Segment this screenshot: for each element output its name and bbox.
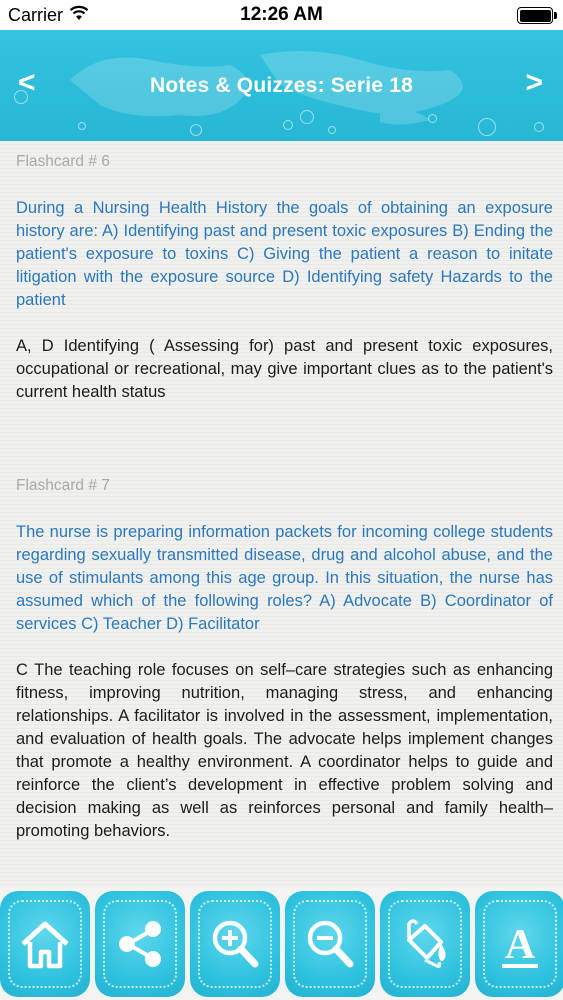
- bubble-decoration: [428, 114, 437, 123]
- carrier-name: Carrier: [8, 5, 64, 25]
- bubble-decoration: [78, 122, 86, 130]
- flashcard-label: Flashcard # 7: [16, 477, 110, 494]
- flashcard: [16, 477, 553, 843]
- bubble-decoration: [478, 118, 496, 136]
- header-bar: [0, 30, 563, 141]
- battery-icon: [517, 7, 553, 24]
- bubble-decoration: [328, 126, 336, 134]
- bubble-decoration: [300, 110, 314, 124]
- flashcard-list[interactable]: [0, 141, 563, 888]
- bubble-decoration: [283, 120, 293, 130]
- share-icon: [110, 914, 170, 974]
- previous-button[interactable]: <: [18, 66, 36, 99]
- paint-bucket-icon: [395, 914, 455, 974]
- page-title: Notes & Quizzes: Serie 18: [150, 74, 413, 97]
- zoom-out-button[interactable]: [285, 891, 375, 997]
- font-icon: [490, 914, 550, 974]
- theme-color-button[interactable]: [380, 891, 470, 997]
- home-button[interactable]: [0, 891, 90, 997]
- flashcard-answer: C The teaching role focuses on self–care strategies such as enhancing fitness, improving nutrition, managing stress, and enhancing relationships. A facilitator is involved in the assessment, implementation, and evaluation of health goals. The advocate helps implement changes that promote a healthy environment. A coordinator helps to guide and reinforce the client’s development in effective problem solving and decision making as well as reinforces personal and family health–promoting behaviors.: [16, 661, 553, 840]
- share-button[interactable]: [95, 891, 185, 997]
- font-size-button[interactable]: [475, 891, 563, 997]
- next-button[interactable]: >: [525, 66, 543, 99]
- flashcard-label: Flashcard # 6: [16, 153, 110, 170]
- bottom-toolbar: [0, 888, 563, 1000]
- bubble-decoration: [190, 124, 202, 136]
- home-icon: [15, 914, 75, 974]
- flashcard-question: During a Nursing Health History the goals of obtaining an exposure history are: A) Identifying past and present toxic exposures B) Ending the patient's exposure to toxins C) Giving the patient a reason to initate litigation with the exposure source D) Identifying safety Hazards to the patient: [16, 199, 553, 309]
- status-time: 12:26 AM: [240, 4, 323, 25]
- status-bar: [0, 0, 563, 30]
- svg-text:A: A: [504, 922, 536, 968]
- flashcard-question: The nurse is preparing information packets for incoming college students regarding sexually transmitted disease, drug and alcohol abuse, and the use of stimulants among this age group. In this situation, the nurse has assumed which of the following roles? A) Advocate B) Coordinator of services C) Teacher D) Facilitator: [16, 523, 553, 633]
- zoom-in-icon: [205, 914, 265, 974]
- flashcard-answer: A, D Identifying ( Assessing for) past and present toxic exposures, occupational or recreational, may give important clues as to the patient's current health status: [16, 337, 553, 401]
- flashcard: [16, 153, 553, 404]
- bubble-decoration: [534, 122, 544, 132]
- zoom-in-button[interactable]: [190, 891, 280, 997]
- zoom-out-icon: [300, 914, 360, 974]
